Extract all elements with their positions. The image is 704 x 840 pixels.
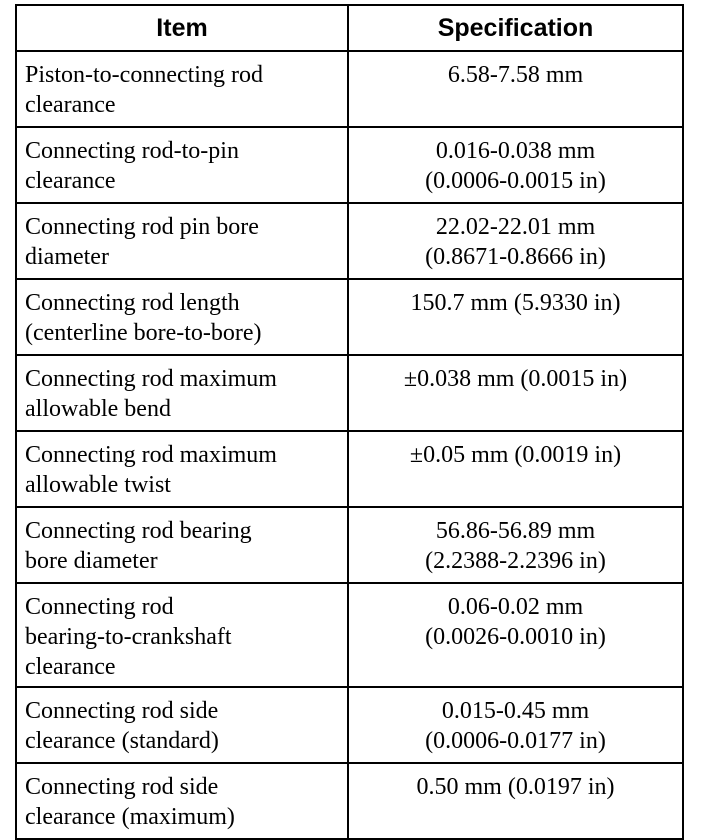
specification-cell [348, 763, 683, 839]
specification-text-line: (2.2388-2.2396 in) [425, 548, 606, 574]
item-text-line: Piston-to-connecting rod [25, 62, 263, 88]
specification-text-line: ±0.05 mm (0.0019 in) [409, 442, 622, 468]
item-text-line: Connecting rod maximum [25, 442, 277, 468]
specification-cell [348, 127, 683, 203]
specification-text-line: 22.02-22.01 mm [435, 214, 596, 240]
item-text-line: allowable bend [25, 396, 171, 422]
item-cell [16, 583, 348, 687]
item-text-line: Connecting rod maximum [25, 366, 277, 392]
item-text-line: clearance [25, 654, 116, 680]
item-text-line: clearance [25, 92, 116, 118]
table-body [16, 51, 683, 839]
specification-text-line: 0.06-0.02 mm [447, 594, 584, 620]
item-cell [16, 203, 348, 279]
specification-text-line: 6.58-7.58 mm [447, 62, 584, 88]
item-text-line: allowable twist [25, 472, 171, 498]
specification-cell [348, 203, 683, 279]
specification-text-line: 0.016-0.038 mm [435, 138, 596, 164]
specification-text-line: (0.8671-0.8666 in) [425, 244, 606, 270]
specification-text-line: 56.86-56.89 mm [435, 518, 596, 544]
specification-text-line: (0.0006-0.0015 in) [425, 168, 606, 194]
item-text-line: Connecting rod length [25, 290, 240, 316]
item-text-line: Connecting rod [25, 594, 174, 620]
specification-text-line: 0.50 mm (0.0197 in) [416, 774, 615, 800]
specification-table [15, 4, 684, 840]
table-row [16, 763, 683, 839]
table-row [16, 507, 683, 583]
item-text-line: Connecting rod side [25, 698, 219, 724]
column-header-specification: Specification [348, 5, 683, 51]
item-cell [16, 279, 348, 355]
specification-cell [348, 355, 683, 431]
item-text-line: clearance (maximum) [25, 804, 235, 830]
table-row [16, 583, 683, 687]
specification-cell [348, 279, 683, 355]
item-cell [16, 507, 348, 583]
item-text-line: bearing-to-crankshaft [25, 624, 232, 650]
specification-text-line: (0.0006-0.0177 in) [425, 728, 606, 754]
item-text-line: clearance [25, 168, 116, 194]
item-text-line: bore diameter [25, 548, 158, 574]
item-text-line: Connecting rod side [25, 774, 219, 800]
column-header-item: Item [16, 5, 348, 51]
item-text-line: (centerline bore-to-bore) [25, 320, 262, 346]
item-cell [16, 431, 348, 507]
specification-text-line: 150.7 mm (5.9330 in) [410, 290, 621, 316]
item-text-line: diameter [25, 244, 109, 270]
specification-text-line: ±0.038 mm (0.0015 in) [403, 366, 628, 392]
item-cell [16, 51, 348, 127]
item-cell [16, 355, 348, 431]
specification-cell [348, 583, 683, 687]
table-row [16, 203, 683, 279]
item-text-line: Connecting rod bearing [25, 518, 252, 544]
item-cell [16, 127, 348, 203]
table-row [16, 51, 683, 127]
table-row [16, 279, 683, 355]
item-cell [16, 687, 348, 763]
item-text-line: Connecting rod-to-pin [25, 138, 239, 164]
specification-text-line: (0.0026-0.0010 in) [425, 624, 606, 650]
specification-cell [348, 507, 683, 583]
specification-cell [348, 431, 683, 507]
specification-text-line: 0.015-0.45 mm [441, 698, 590, 724]
table-row [16, 127, 683, 203]
table-row [16, 687, 683, 763]
item-text-line: Connecting rod pin bore [25, 214, 259, 240]
specification-cell [348, 687, 683, 763]
item-text-line: clearance (standard) [25, 728, 219, 754]
table-row [16, 431, 683, 507]
specification-cell [348, 51, 683, 127]
header-row [16, 5, 683, 51]
item-cell [16, 763, 348, 839]
table-row [16, 355, 683, 431]
